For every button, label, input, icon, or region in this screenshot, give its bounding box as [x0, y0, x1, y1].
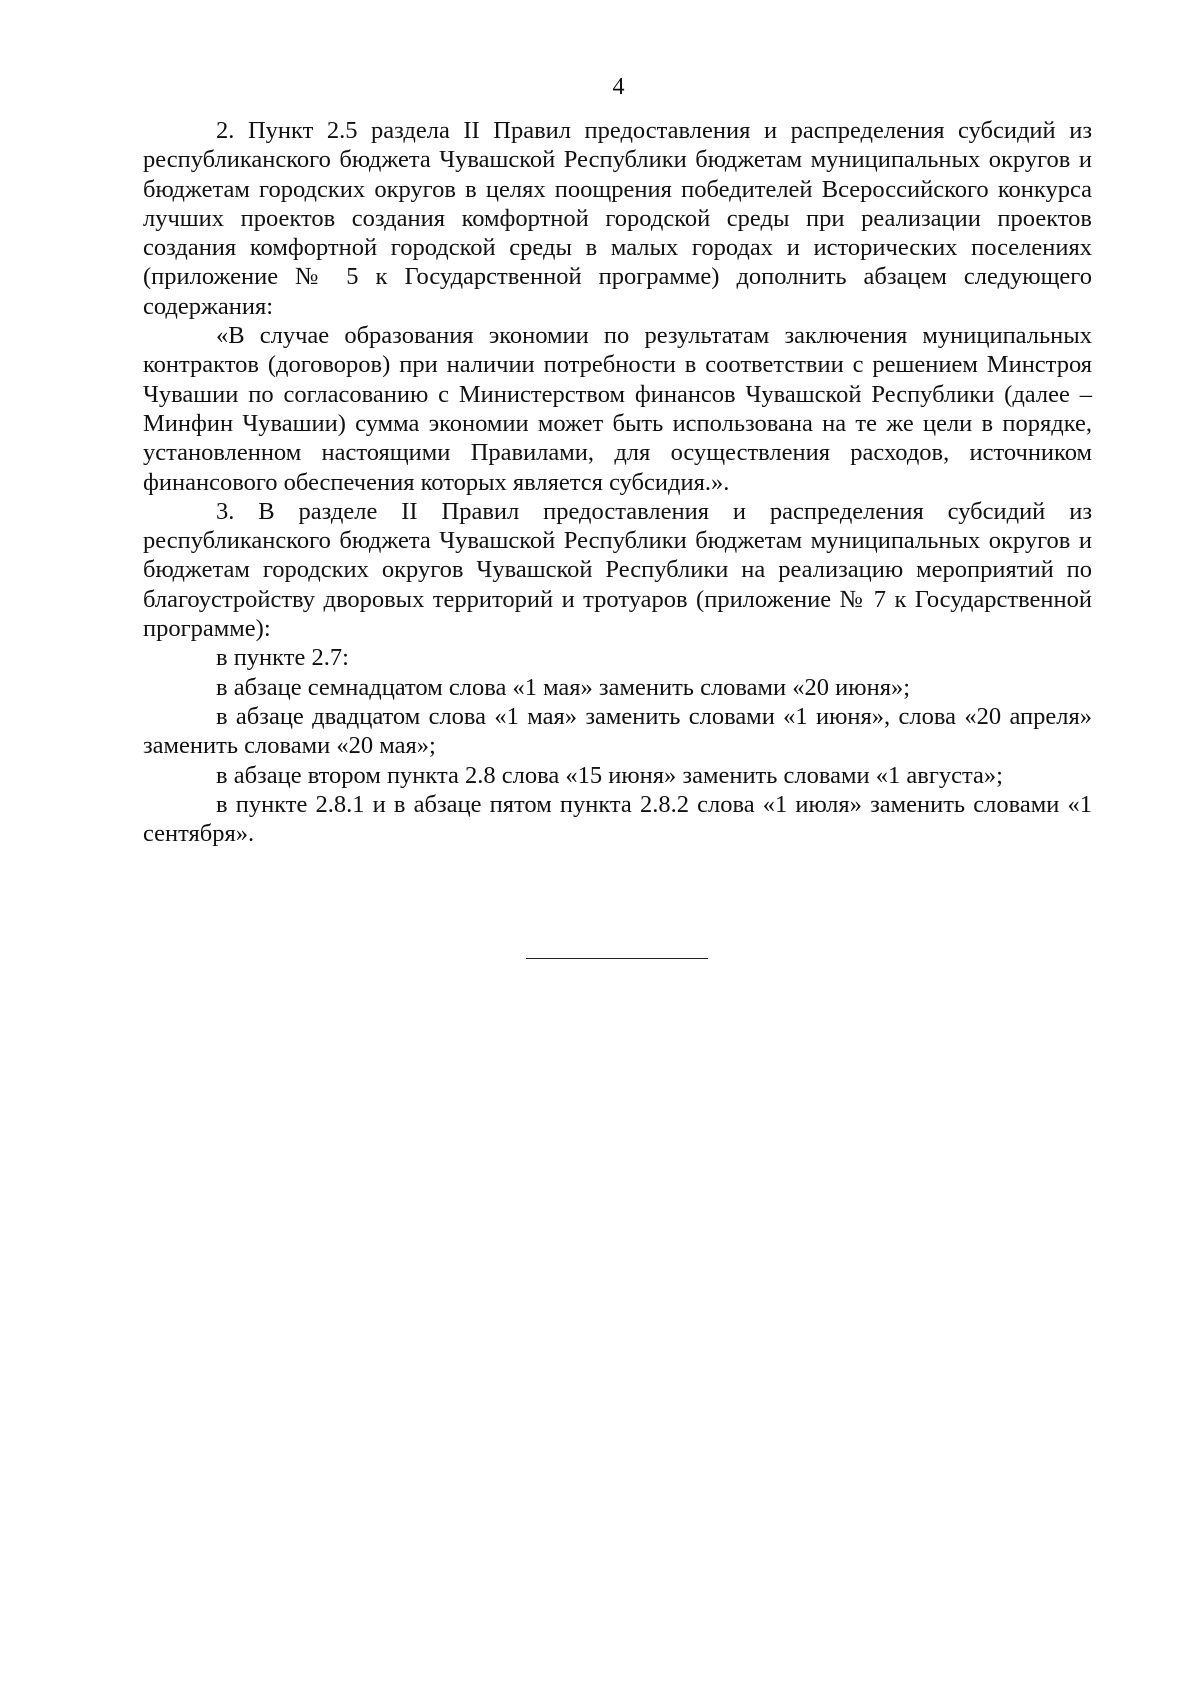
paragraph-item-3: 3. В разделе II Правил предоставления и распределения субсидий из республиканского бюджета Чувашской Республики бюджетам муниципальных округов и бюджетам городских округов Чувашской Республики на реализацию мероприятий по благоустройству дворовых территорий и тротуаров (приложение № 7 к Государственной программе): [143, 497, 1092, 643]
page-number: 4 [612, 74, 625, 100]
paragraph-abzac-20: в абзаце двадцатом слова «1 мая» заменить словами «1 июня», слова «20 апреля» заменить словами «20 мая»; [143, 702, 1092, 760]
paragraph-quoted-insertion: «В случае образования экономии по результатам заключения муниципальных контрактов (договоров) при наличии потребности в соответствии с решением Минстроя Чувашии по согласованию с Министерством финансов Чувашской Республики (далее – Минфин Чувашии) сумма экономии может быть использована на те же цели в порядке, установленном настоящими Правилами, для осуществления расходов, источником финансового обеспечения которых является субсидия.». [143, 322, 1092, 496]
paragraph-point-2-8-1: в пункте 2.8.1 и в абзаце пятом пункта 2.8.2 слова «1 июля» заменить словами «1 сентября». [143, 790, 1092, 848]
paragraph-abzac-17: в абзаце семнадцатом слова «1 мая» заменить словами «20 июня»; [216, 673, 911, 701]
document-body [143, 116, 1092, 848]
end-separator-line [526, 958, 708, 959]
paragraph-point-2-8: в абзаце втором пункта 2.8 слова «15 июня» заменить словами «1 августа»; [216, 761, 1003, 789]
paragraph-item-2: 2. Пункт 2.5 раздела II Правил предоставления и распределения субсидий из республиканского бюджета Чувашской Республики бюджетам муниципальных округов и бюджетам городских округов в целях поощрения победителей Всероссийского конкурса лучших проектов создания комфортной городской среды при реализации проектов создания комфортной городской среды в малых городах и исторических поселениях (приложение № 5 к Государственной программе) дополнить абзацем следующего содержания: [143, 117, 1092, 320]
paragraph-point-2-7: в пункте 2.7: [216, 644, 349, 672]
